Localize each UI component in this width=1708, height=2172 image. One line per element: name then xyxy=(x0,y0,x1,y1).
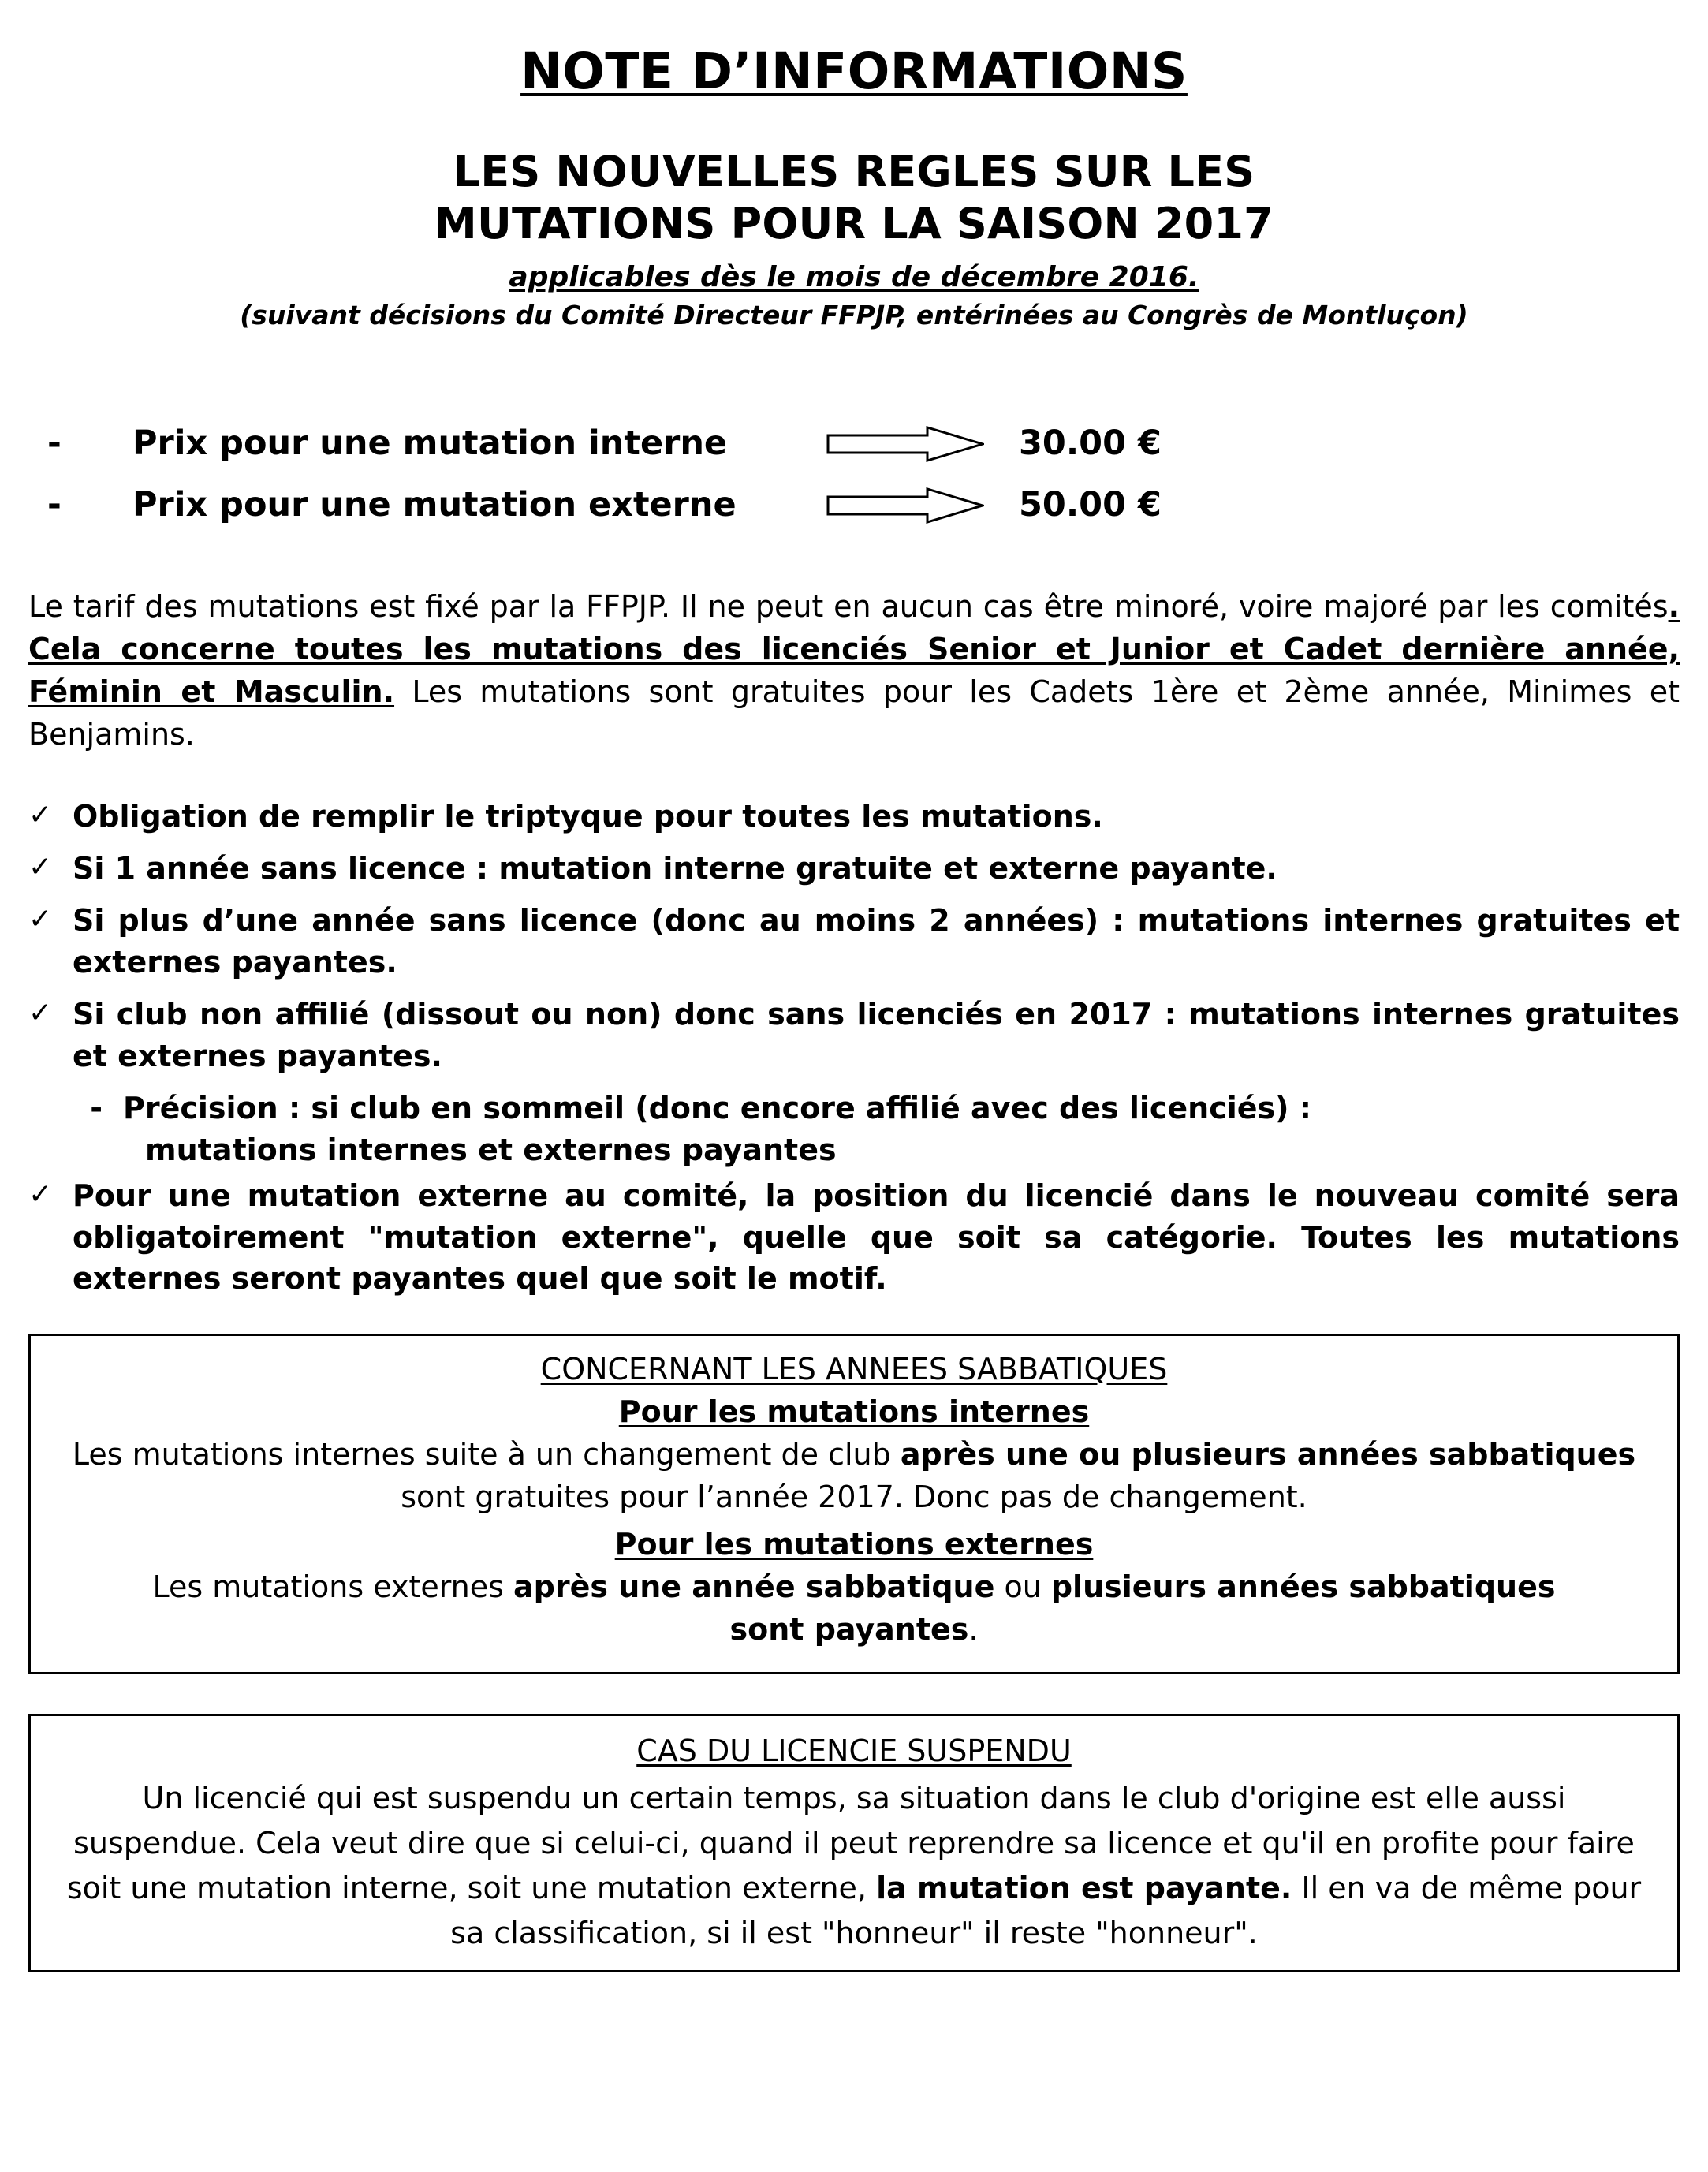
box-subtitle-externes-text: Pour les mutations externes xyxy=(614,1527,1094,1562)
precision-item xyxy=(28,1088,1680,1170)
precision-bullet: - xyxy=(90,1091,103,1126)
precision-line-1: Précision : si club en sommeil (donc encore affilié avec des licenciés) : xyxy=(123,1091,1311,1126)
list-item xyxy=(28,1175,1680,1299)
list-item xyxy=(28,848,1680,889)
list-item xyxy=(28,796,1680,837)
list-item xyxy=(28,994,1680,1077)
box-paragraph-internes-b: après une ou plusieurs années sabbatiques xyxy=(900,1437,1636,1472)
price-label: Prix pour une mutation externe xyxy=(132,484,737,524)
rules-checklist xyxy=(28,796,1680,1300)
list-item-label: Si 1 année sans licence : mutation interne gratuite et externe payante. xyxy=(73,851,1277,886)
price-list xyxy=(28,424,1680,524)
check-icon: ✓ xyxy=(28,851,53,883)
intro-paragraph-part3: Les mutations sont gratuites pour les Cadets 1ère et 2ème année, Minimes et Benjamins. xyxy=(28,674,1680,752)
check-icon: ✓ xyxy=(28,798,53,831)
box2-title xyxy=(62,1733,1646,1768)
price-value: 30.00 € xyxy=(1019,423,1162,463)
box-paragraph-externes-c: ou xyxy=(994,1569,1051,1605)
check-icon: ✓ xyxy=(28,903,53,936)
box-subtitle-internes-text: Pour les mutations internes xyxy=(618,1394,1090,1430)
box2-title-text: CAS DU LICENCIE SUSPENDU xyxy=(636,1733,1072,1769)
box-subtitle-externes xyxy=(58,1527,1650,1562)
box-paragraph-internes-a: Les mutations internes suite à un changement de club xyxy=(72,1437,901,1472)
list-item xyxy=(28,900,1680,983)
box-licencie-suspendu xyxy=(28,1714,1680,1972)
box-annees-sabbatiques xyxy=(28,1334,1680,1674)
intro-paragraph-part2: . Cela concerne toutes les mutations des licenciés Senior et Junior et Cadet dernière année, Féminin et Masculin. xyxy=(28,588,1680,709)
box2-paragraph-a: Un licencié qui est suspendu un certain temps, sa situation dans le club d'origine est elle aussi suspendue. Cela veut dire que si celui-ci, quand il peut reprendre sa licence et qu'il en profite pour faire soit une mutation interne, soit une mutation externe, xyxy=(66,1781,1635,1906)
page-title-text: NOTE D’INFORMATIONS xyxy=(520,43,1188,100)
box2-paragraph xyxy=(62,1776,1646,1956)
box-paragraph-externes-d: plusieurs années sabbatiques xyxy=(1050,1569,1556,1605)
applicable-note-text: applicables dès le mois de décembre 2016. xyxy=(509,260,1199,293)
price-row xyxy=(47,485,1680,524)
box-paragraph-externes-e: sont payantes xyxy=(729,1612,969,1648)
box-subtitle-internes xyxy=(58,1394,1650,1429)
congres-note: (suivant décisions du Comité Directeur FFPJP, entérinées au Congrès de Montluçon) xyxy=(240,299,1468,330)
applicable-note xyxy=(28,261,1680,293)
check-icon: ✓ xyxy=(28,1178,53,1211)
right-arrow-icon xyxy=(826,426,984,461)
box-paragraph-externes-f: . xyxy=(968,1612,979,1648)
box-paragraph-externes-a: Les mutations externes xyxy=(152,1569,513,1605)
price-row xyxy=(47,424,1680,463)
price-bullet: - xyxy=(47,423,62,463)
right-arrow-icon xyxy=(826,487,984,522)
box2-paragraph-c: Il en va de même pour sa classification, si il est "honneur" il reste "honneur". xyxy=(450,1871,1642,1951)
intro-paragraph-part1: Le tarif des mutations est fixé par la FFPJP. Il ne peut en aucun cas être minoré, voire majoré par les comités xyxy=(28,588,1669,624)
box-title xyxy=(58,1352,1650,1386)
box2-paragraph-b: la mutation est payante. xyxy=(876,1871,1292,1906)
list-item-label: Si club non affilié (dissout ou non) donc sans licenciés en 2017 : mutations internes gratuites et externes payantes. xyxy=(73,997,1680,1073)
precision-text xyxy=(123,1088,1680,1170)
check-icon: ✓ xyxy=(28,997,53,1030)
price-bullet: - xyxy=(47,484,62,524)
list-item-label: Si plus d’une année sans licence (donc au moins 2 années) : mutations internes gratuites et externes payantes. xyxy=(73,903,1680,980)
list-item-label: Pour une mutation externe au comité, la position du licencié dans le nouveau comité sera obligatoirement "mutation externe", quelle que soit sa catégorie. Toutes les mutations externes seront payantes quel que soit le motif. xyxy=(73,1178,1680,1296)
box-paragraph-externes-b: après une année sabbatique xyxy=(513,1569,995,1605)
box-title-text: CONCERNANT LES ANNEES SABBATIQUES xyxy=(540,1352,1168,1387)
box-paragraph-internes xyxy=(58,1434,1650,1519)
precision-line-2: mutations internes et externes payantes xyxy=(145,1132,837,1167)
price-value: 50.00 € xyxy=(1019,484,1162,524)
box-paragraph-internes-c: sont gratuites pour l’année 2017. Donc pas de changement. xyxy=(401,1480,1307,1515)
list-item-label: Obligation de remplir le triptyque pour toutes les mutations. xyxy=(73,798,1103,834)
subtitle-line-1: LES NOUVELLES REGLES SUR LES xyxy=(453,147,1255,196)
intro-paragraph xyxy=(28,586,1680,756)
page-title xyxy=(28,43,1680,100)
box-paragraph-externes xyxy=(58,1566,1650,1651)
price-label: Prix pour une mutation interne xyxy=(132,423,728,463)
subtitle-line-2: MUTATIONS POUR LA SAISON 2017 xyxy=(434,198,1274,248)
subtitle-block xyxy=(28,146,1680,250)
